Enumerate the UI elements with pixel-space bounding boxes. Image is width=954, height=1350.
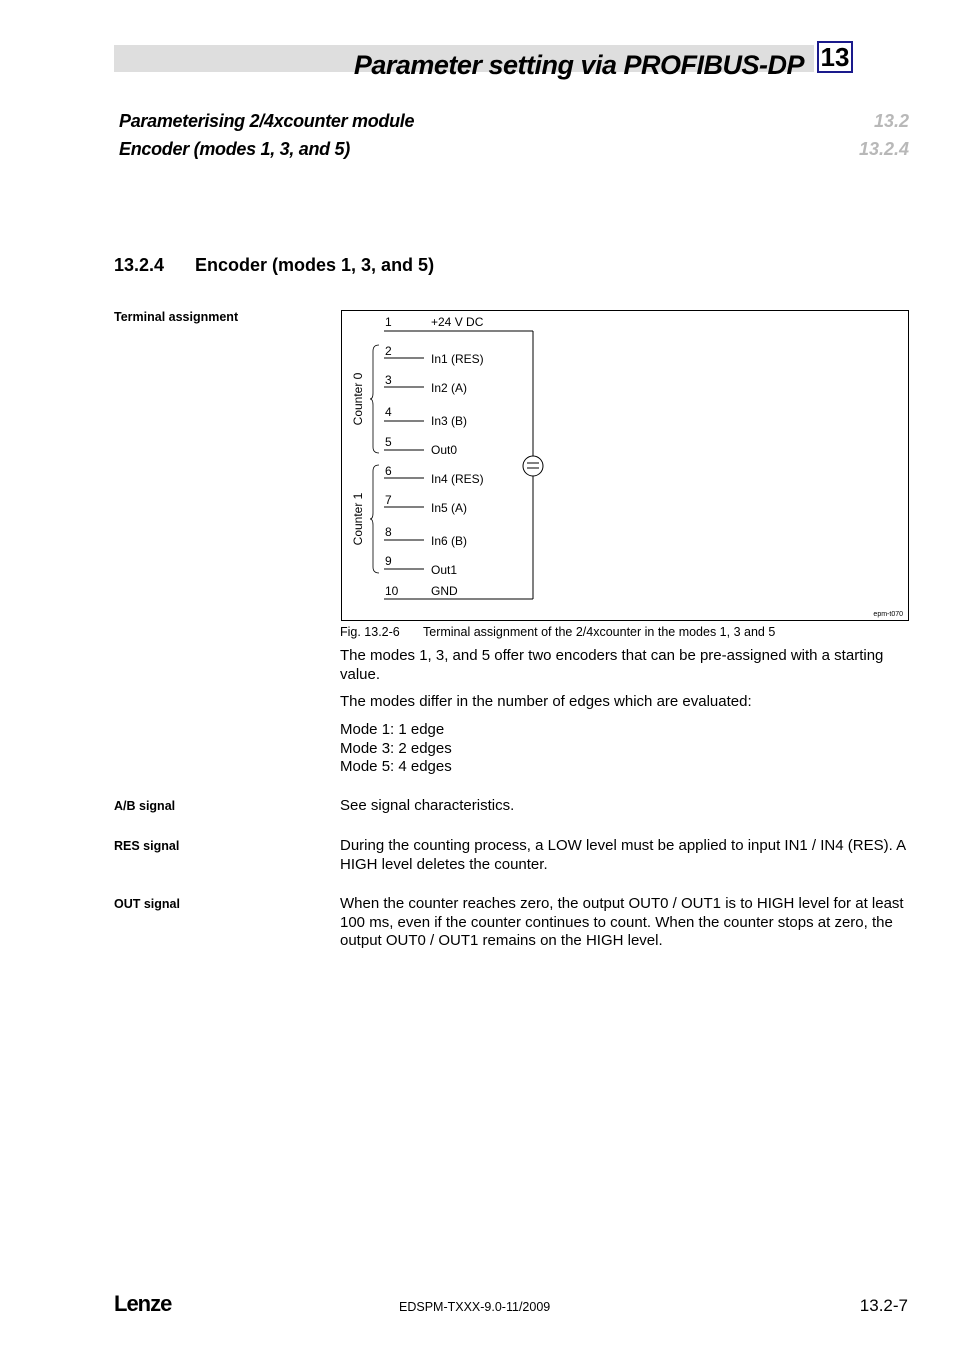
- terminal-diagram-svg: [342, 311, 908, 620]
- terminal-label: Out1: [431, 563, 458, 577]
- terminal-label: In4 (RES): [431, 472, 484, 486]
- subtitle-module-number: 13.2: [873, 111, 909, 131]
- chapter-number: 13: [817, 41, 853, 73]
- section-title: Encoder (modes 1, 3, and 5): [195, 255, 435, 275]
- figure-number: Fig. 13.2-6: [340, 625, 400, 639]
- terminal-number: 9: [385, 554, 392, 568]
- terminal-label: In5 (A): [431, 501, 468, 515]
- document-id: EDSPM-TXXX-9.0-11/2009: [399, 1300, 551, 1314]
- section-heading: [114, 255, 434, 276]
- section-number: 13.2.4: [114, 255, 165, 275]
- brace-counter-0: [370, 345, 379, 453]
- group-label-counter-1: Counter 1: [351, 492, 365, 546]
- ab-signal-paragraph: [340, 797, 910, 816]
- terminal-number: 1: [385, 315, 392, 329]
- out-signal-text: When the counter reaches zero, the output OUT0 / OUT1 is to HIGH level for at least 100 ms, even if the counter continues to count. When the counter stops at zero, the output OUT0 / OUT1 remains on the HIGH level.: [340, 895, 904, 949]
- figure-reference: epm-t070: [873, 611, 903, 618]
- terminal-number: 7: [385, 493, 392, 507]
- label-res-signal: RES signal: [114, 839, 180, 853]
- subtitle-encoder: Encoder (modes 1, 3, and 5): [119, 139, 350, 159]
- subtitle-encoder-number: 13.2.4: [858, 139, 909, 159]
- modes-intro-text: The modes differ in the number of edges which are evaluated:: [340, 693, 752, 710]
- terminal-label: Out0: [431, 443, 458, 457]
- page-title: Parameter setting via PROFIBUS-DP: [353, 50, 804, 80]
- terminal-label: GND: [431, 584, 458, 598]
- terminal-label: In1 (RES): [431, 352, 484, 366]
- subtitle-module: Parameterising 2/4xcounter module: [119, 111, 415, 131]
- terminal-number: 8: [385, 525, 392, 539]
- terminal-number: 4: [385, 405, 392, 419]
- terminal-number: 3: [385, 373, 392, 387]
- page-number: 13.2-7: [859, 1296, 908, 1315]
- intro-paragraph: [340, 647, 910, 684]
- intro-text: The modes 1, 3, and 5 offer two encoders that can be pre-assigned with a starting value.: [340, 647, 884, 683]
- modes-intro-paragraph: [340, 693, 910, 712]
- out-signal-paragraph: [340, 895, 910, 951]
- terminal-number: 5: [385, 435, 392, 449]
- res-signal-paragraph: [340, 837, 910, 874]
- mode-3: Mode 3: 2 edges: [340, 739, 452, 757]
- label-ab-signal: A/B signal: [114, 799, 176, 813]
- mode-1: Mode 1: 1 edge: [340, 721, 445, 738]
- terminal-label: In3 (B): [431, 414, 468, 428]
- label-terminal-assignment: Terminal assignment: [114, 310, 239, 324]
- figure-caption: [340, 625, 775, 639]
- terminal-label: In6 (B): [431, 534, 468, 548]
- lenze-logo: Lenze: [114, 1291, 172, 1316]
- terminal-number: 10: [385, 584, 399, 598]
- terminal-label: In2 (A): [431, 381, 468, 395]
- terminal-number: 6: [385, 464, 392, 478]
- ground-icon: [523, 456, 543, 476]
- mode-5: Mode 5: 4 edges: [340, 758, 452, 775]
- figure-caption-text: Terminal assignment of the 2/4xcounter in the modes 1, 3 and 5: [423, 625, 776, 639]
- brace-counter-1: [370, 465, 379, 573]
- modes-list: [340, 721, 910, 777]
- ab-signal-text: See signal characteristics.: [340, 797, 515, 814]
- terminal-number: 2: [385, 344, 392, 358]
- res-signal-text: During the counting process, a LOW level must be applied to input IN1 / IN4 (RES). A HIGH level deletes the counter.: [340, 837, 906, 873]
- label-out-signal: OUT signal: [114, 897, 180, 911]
- terminal-diagram: [341, 310, 909, 621]
- group-label-counter-0: Counter 0: [351, 372, 365, 426]
- terminal-label: +24 V DC: [431, 315, 484, 329]
